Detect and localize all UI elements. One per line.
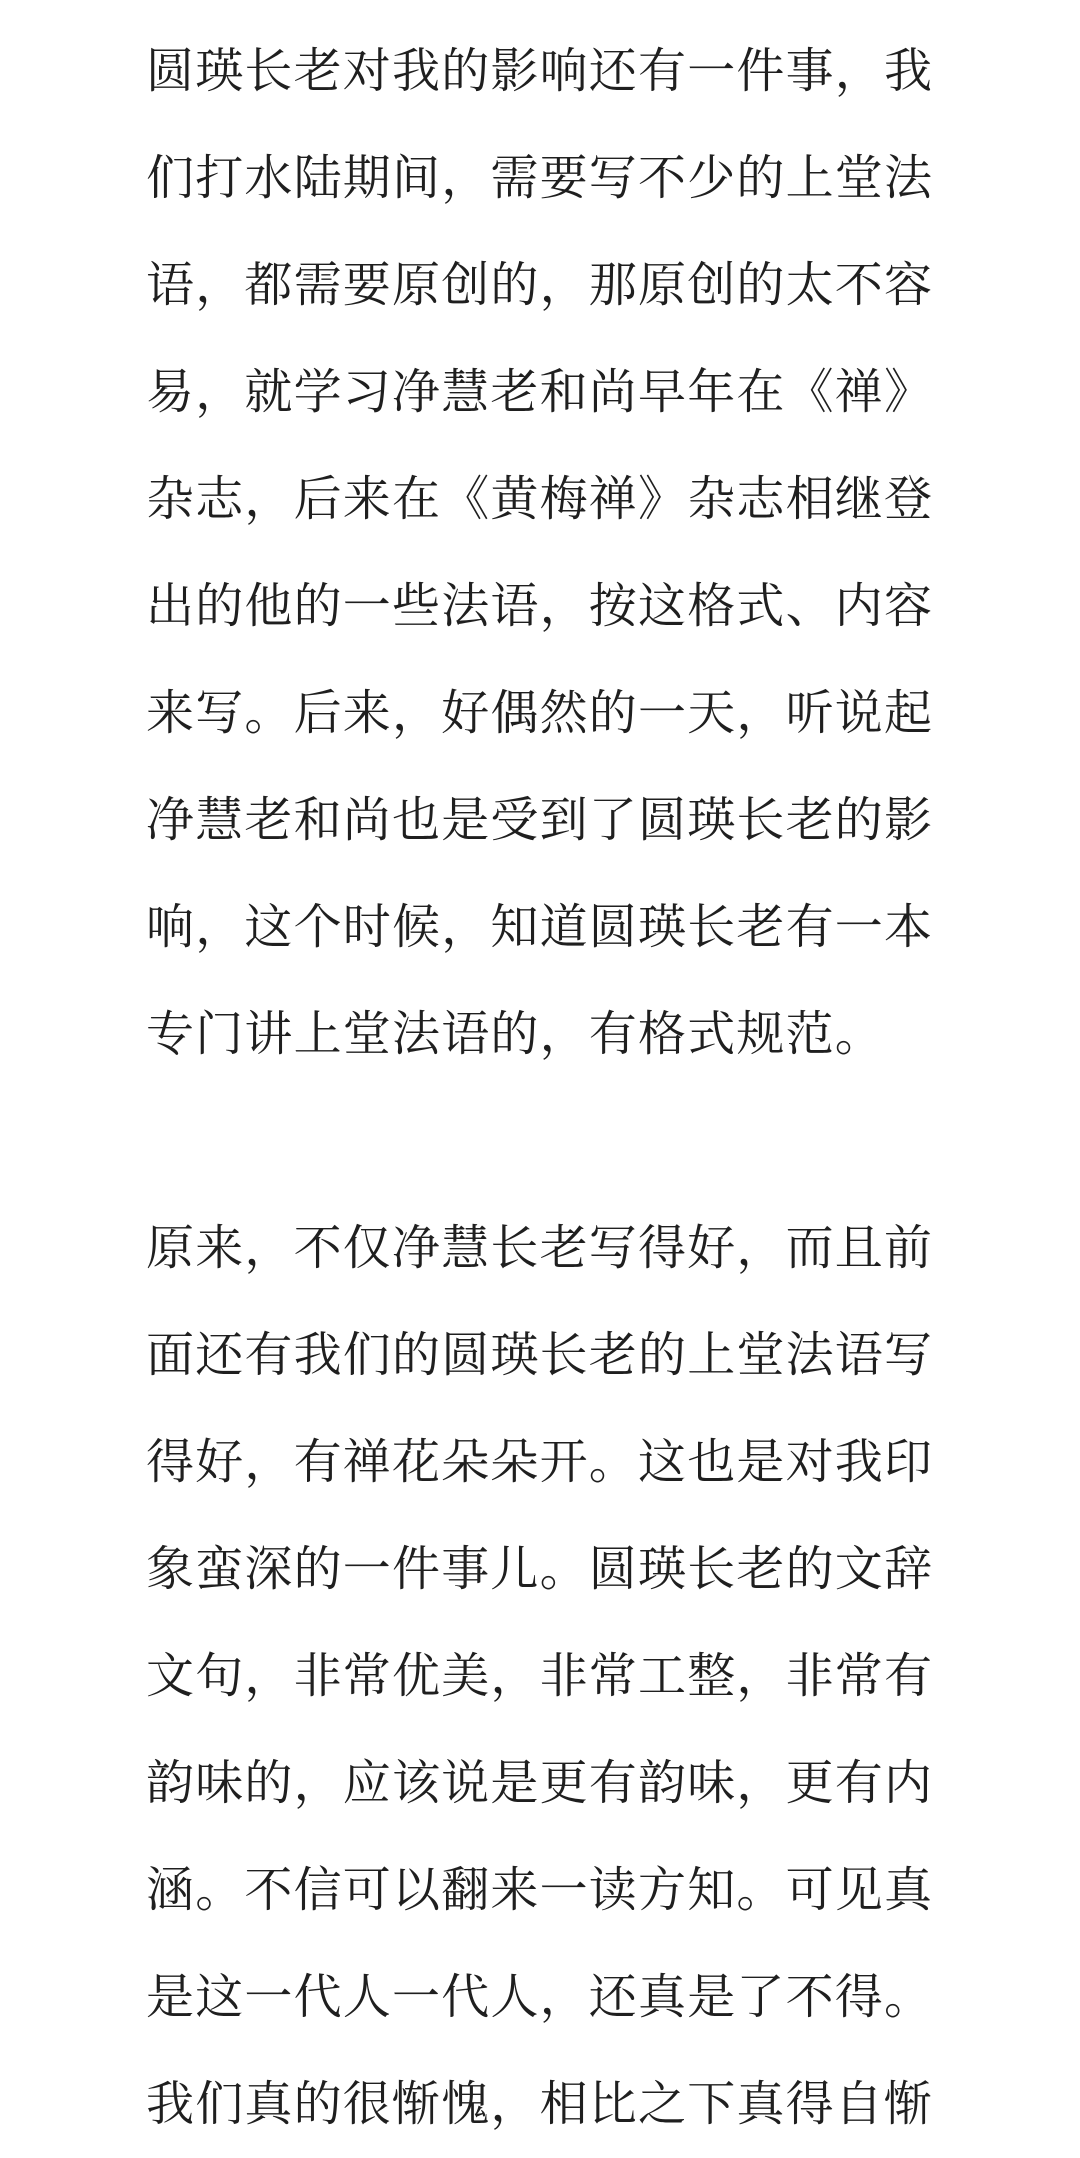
text-line: 得好，有禅花朵朵开。这也是对我印 (146, 1434, 934, 1490)
paragraph-2 (146, 1195, 936, 2158)
text-line: 响，这个时候，知道圆瑛长老有一本 (146, 899, 934, 955)
text-line: 原来，不仅净慧长老写得好，而且前 (146, 1220, 934, 1276)
text-line: 文句，非常优美，非常工整，非常有 (146, 1648, 934, 1704)
text-line: 净慧老和尚也是受到了圆瑛长老的影 (146, 792, 934, 848)
text-line: 出的他的一些法语，按这格式、内容 (146, 578, 934, 634)
text-line: 是这一代人一代人，还真是了不得。 (146, 1969, 934, 2025)
text-line: 易，就学习净慧老和尚早年在《禅》 (146, 364, 934, 420)
text-line: 专门讲上堂法语的，有格式规范。 (146, 1006, 885, 1062)
text-line: 语，都需要原创的，那原创的太不容 (146, 257, 934, 313)
paragraph-1 (146, 18, 936, 1088)
text-line: 涵。不信可以翻来一读方知。可见真 (146, 1862, 934, 1918)
paragraph-spacer (146, 1088, 936, 1195)
text-line: 我们真的很惭愧，相比之下真得自惭 (146, 2076, 934, 2132)
text-line: 象蛮深的一件事儿。圆瑛长老的文辞 (146, 1541, 934, 1597)
text-line: 来写。后来，好偶然的一天，听说起 (146, 685, 934, 741)
text-line: 圆瑛长老对我的影响还有一件事，我 (146, 43, 934, 99)
text-line: 们打水陆期间，需要写不少的上堂法 (146, 150, 934, 206)
article-body (146, 18, 936, 2158)
text-line: 面还有我们的圆瑛长老的上堂法语写 (146, 1327, 934, 1383)
text-line: 韵味的，应该说是更有韵味，更有内 (146, 1755, 934, 1811)
text-line: 杂志，后来在《黄梅禅》杂志相继登 (146, 471, 934, 527)
